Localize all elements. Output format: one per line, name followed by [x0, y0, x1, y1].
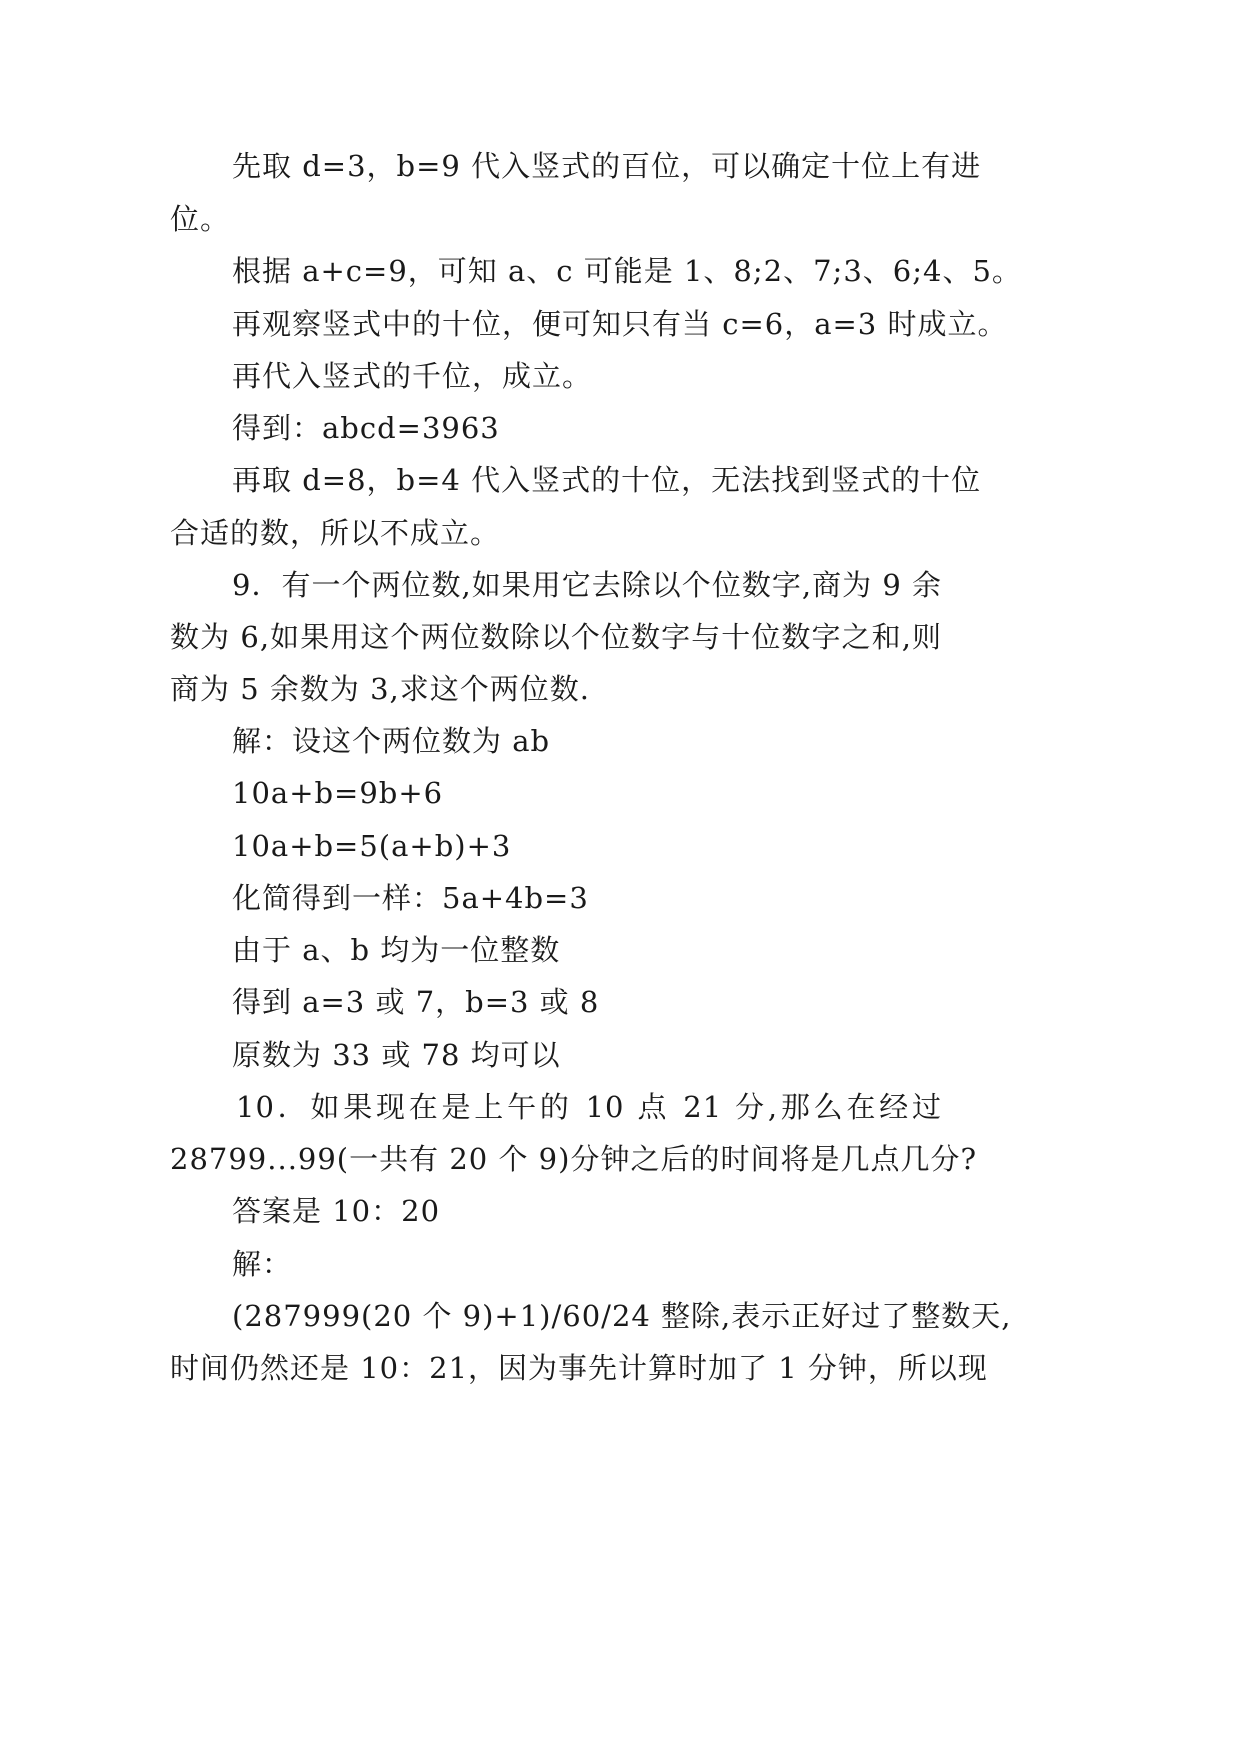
text-line-1: 先取 d=3，b=9 代入竖式的百位，可以确定十位上有进 [232, 149, 982, 183]
text-line-17: 得到 a=3 或 7，b=3 或 8 [232, 985, 600, 1019]
text-line-10: 数为 6,如果用这个两位数除以个位数字与十位数字之和,则 [170, 620, 942, 654]
text-line-13: 10a+b=9b+6 [232, 776, 444, 810]
text-line-7: 再取 d=8，b=4 代入竖式的十位，无法找到竖式的十位 [232, 463, 982, 497]
text-line-2: 位。 [170, 202, 231, 236]
text-line-3: 根据 a+c=9，可知 a、c 可能是 1、8;2、7;3、6;4、5。 [232, 254, 1022, 288]
text-line-19: 10．如果现在是上午的 10 点 21 分,那么在经过 [236, 1090, 942, 1124]
text-line-14: 10a+b=5(a+b)+3 [232, 829, 512, 863]
text-line-22: 解： [232, 1247, 293, 1281]
text-line-9: 9．有一个两位数,如果用它去除以个位数字,商为 9 余 [232, 568, 942, 602]
text-line-18: 原数为 33 或 78 均可以 [232, 1038, 561, 1072]
text-line-21: 答案是 10：20 [232, 1194, 441, 1228]
text-line-12: 解：设这个两位数为 ab [232, 724, 551, 758]
text-line-23: (287999(20 个 9)+1)/60/24 整除,表示正好过了整数天, [232, 1299, 1012, 1333]
text-line-15: 化简得到一样：5a+4b=3 [232, 881, 589, 915]
text-line-8: 合适的数，所以不成立。 [170, 516, 501, 550]
text-line-24: 时间仍然还是 10：21，因为事先计算时加了 1 分钟，所以现 [170, 1351, 988, 1385]
text-line-16: 由于 a、b 均为一位整数 [232, 933, 561, 967]
text-line-20: 28799...99(一共有 20 个 9)分钟之后的时间将是几点几分? [170, 1142, 977, 1176]
text-line-4: 再观察竖式中的十位，便可知只有当 c=6，a=3 时成立。 [232, 307, 1008, 341]
text-line-5: 再代入竖式的千位，成立。 [232, 359, 593, 393]
text-line-11: 商为 5 余数为 3,求这个两位数. [170, 672, 590, 706]
text-line-6: 得到：abcd=3963 [232, 411, 500, 445]
